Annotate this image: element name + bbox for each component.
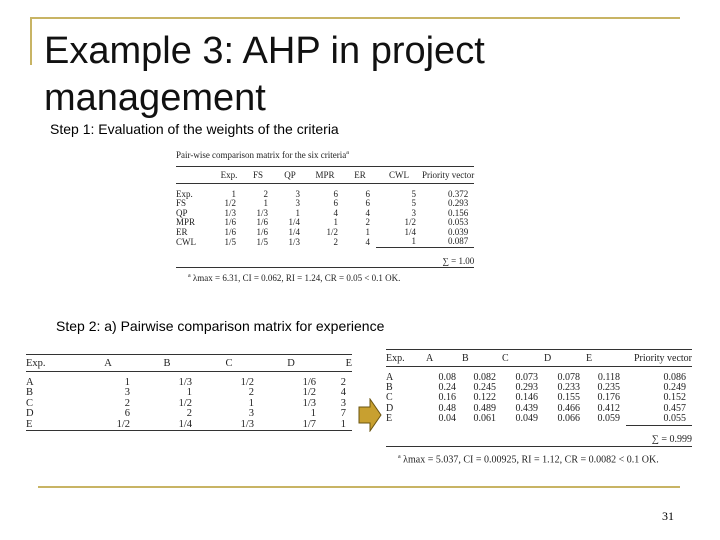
experience-row: [26, 388, 352, 399]
table-cell: 2: [333, 236, 338, 247]
table-cell: 0.233: [557, 381, 580, 393]
table-cell: 1: [231, 188, 236, 199]
row-label: E: [386, 413, 393, 425]
table-cell: 0.457: [663, 402, 686, 414]
table-cell: 0.082: [473, 371, 496, 383]
table-cell: 0.48: [438, 402, 456, 414]
table-cell: 1/2: [326, 226, 338, 237]
table-cell: 0.146: [515, 392, 538, 404]
table-cell: 1: [263, 198, 268, 209]
row-label: D: [26, 408, 34, 419]
table-cell: 0.049: [515, 413, 538, 425]
table-cell: 0.078: [557, 371, 580, 383]
table-cell: 0.087: [448, 236, 469, 247]
table-cell: 0.04: [438, 413, 456, 425]
left-rule: [30, 17, 32, 65]
table-cell: 3: [295, 198, 300, 209]
row-label: D: [386, 402, 394, 414]
row-label: MPR: [176, 217, 196, 228]
table-cell: 1/3: [302, 397, 316, 409]
table-cell: 3: [340, 397, 346, 409]
row-label: C: [386, 392, 393, 404]
table-cell: 5: [411, 198, 416, 209]
table-cell: 1/2: [178, 397, 192, 409]
table-cell: 1: [248, 397, 254, 409]
table-cell: 3: [248, 408, 254, 419]
experience-header-row: Exp. A B C D E: [26, 357, 352, 369]
table-cell: 1: [340, 418, 346, 430]
table-cell: 1/4: [288, 226, 300, 237]
table-cell: 0.24: [438, 381, 456, 393]
table-cell: 1: [411, 236, 416, 247]
criteria-row: [176, 199, 474, 209]
table-cell: 1/6: [224, 217, 236, 228]
table-cell: 2: [248, 387, 254, 398]
table-cell: 1: [186, 387, 192, 398]
row-label: B: [386, 381, 393, 393]
table-cell: 1/5: [256, 236, 268, 247]
table-cell: 1/7: [302, 418, 316, 430]
table-cell: 5: [411, 188, 416, 199]
table-cell: 1/2: [240, 376, 254, 388]
table-cell: 1/4: [178, 418, 192, 430]
table-cell: 2: [186, 408, 192, 419]
table-cell: 1/3: [224, 207, 236, 218]
row-label: Exp.: [176, 188, 193, 199]
table-cell: 0.235: [597, 381, 620, 393]
table-cell: 1/6: [224, 226, 236, 237]
table-cell: 1/6: [256, 217, 268, 228]
table-cell: 0.055: [663, 413, 686, 425]
table-cell: 4: [333, 207, 338, 218]
table-cell: 0.16: [438, 392, 456, 404]
table-cell: 0.439: [515, 402, 538, 414]
normalized-footnote: $^a$ λmax = 5.037, CI = 0.00925, RI = 1.12, CR = 0.0082 < 0.1 OK.: [398, 453, 659, 466]
table-cell: 2: [124, 397, 130, 409]
criteria-row: [176, 228, 474, 238]
table-cell: 4: [340, 387, 346, 398]
row-label: C: [26, 397, 34, 409]
table-cell: 0.245: [473, 381, 496, 393]
table-cell: 0.073: [515, 371, 538, 383]
criteria-header-row: Exp. FS QP MPR ER CWL Priority vector: [220, 170, 475, 181]
table-cell: 0.293: [448, 198, 469, 209]
row-label: E: [26, 418, 33, 430]
table-cell: 1/4: [404, 226, 416, 237]
table-cell: 1/2: [224, 198, 236, 209]
table-cell: 0.466: [557, 402, 580, 414]
table-cell: 1/2: [302, 387, 316, 398]
normalized-row: [386, 373, 692, 383]
normalized-row: [386, 393, 692, 403]
row-label: QP: [176, 207, 188, 218]
normalized-sum-row: ∑ = 0.999: [651, 434, 692, 446]
table-cell: 3: [411, 207, 416, 218]
experience-row: [26, 420, 352, 431]
table-cell: 1/6: [302, 376, 316, 388]
table-cell: 1/3: [240, 418, 254, 430]
criteria-sum-row: ∑ = 1.00: [442, 256, 475, 267]
table-cell: 2: [263, 188, 268, 199]
experience-row: [26, 409, 352, 420]
normalized-row: [386, 383, 692, 393]
normalized-matrix-table: [386, 349, 692, 465]
row-label: ER: [176, 226, 188, 237]
table-cell: 1/2: [116, 418, 130, 430]
table-cell: 6: [333, 188, 338, 199]
criteria-row: [176, 190, 474, 200]
table-cell: 0.059: [597, 413, 620, 425]
table-cell: 1: [124, 376, 130, 388]
row-label: CWL: [176, 236, 196, 247]
table-cell: 6: [124, 408, 130, 419]
criteria-row: [176, 218, 474, 228]
table-cell: 0.489: [473, 402, 496, 414]
table-cell: 1: [310, 408, 316, 419]
table-cell: 0.293: [515, 381, 538, 393]
table-cell: 0.155: [557, 392, 580, 404]
table-cell: 6: [365, 188, 370, 199]
table-cell: 0.156: [448, 207, 469, 218]
table-cell: 4: [365, 207, 370, 218]
table-cell: 2: [365, 217, 370, 228]
table-cell: 0.086: [663, 371, 686, 383]
table-cell: 3: [295, 188, 300, 199]
row-label: FS: [176, 198, 187, 209]
table-cell: 1/6: [256, 226, 268, 237]
table-cell: 1/3: [256, 207, 268, 218]
table-cell: 4: [365, 236, 370, 247]
right-arrow-icon: [358, 398, 382, 432]
step1-heading: Step 1: Evaluation of the weights of the criteria: [50, 121, 339, 137]
top-rule: [30, 17, 680, 19]
table-cell: 0.08: [438, 371, 456, 383]
table-cell: 0.249: [663, 381, 686, 393]
criteria-footnote: $^a$ λmax = 6.31, CI = 0.062, RI = 1.24, CR = 0.05 < 0.1 OK.: [188, 272, 401, 283]
table-cell: 7: [340, 408, 346, 419]
criteria-row: [176, 209, 474, 219]
table-cell: 0.039: [448, 226, 469, 237]
table-cell: 1: [365, 226, 370, 237]
table-cell: 0.152: [663, 392, 686, 404]
table-cell: 1/2: [404, 217, 416, 228]
criteria-comparison-table: [176, 150, 474, 283]
table-cell: 2: [340, 376, 346, 388]
table-cell: 1/3: [178, 376, 192, 388]
table-cell: 0.053: [448, 217, 469, 228]
slide-title: Example 3: AHP in project management: [44, 30, 485, 119]
table-cell: 1: [295, 207, 300, 218]
normalized-row: [386, 414, 692, 425]
table-cell: 1/3: [288, 236, 300, 247]
table-cell: 1/4: [288, 217, 300, 228]
table-cell: 0.176: [597, 392, 620, 404]
table-cell: 0.118: [597, 371, 620, 383]
table-cell: 6: [333, 198, 338, 209]
table-cell: 3: [124, 387, 130, 398]
table-cell: 0.066: [557, 413, 580, 425]
page-number: 31: [662, 509, 674, 523]
table-cell: 0.372: [448, 188, 469, 199]
row-label: A: [26, 376, 34, 388]
bottom-rule: [38, 486, 680, 488]
row-label: A: [386, 371, 394, 383]
criteria-table-caption: Pair-wise comparison matrix for the six criteria$^a$: [176, 150, 349, 160]
normalized-header-row: Exp. A B C D E Priority vector: [386, 352, 692, 364]
table-cell: 0.061: [473, 413, 496, 425]
normalized-row: [386, 404, 692, 414]
table-cell: 0.122: [473, 392, 496, 404]
experience-comparison-table: [26, 354, 352, 443]
table-cell: 6: [365, 198, 370, 209]
step2-heading: Step 2: a) Pairwise comparison matrix for experience: [56, 318, 385, 334]
criteria-row: [176, 237, 474, 247]
row-label: B: [26, 387, 34, 398]
table-cell: 1: [333, 217, 338, 228]
table-cell: 0.412: [597, 402, 620, 414]
table-cell: 1/5: [224, 236, 236, 247]
